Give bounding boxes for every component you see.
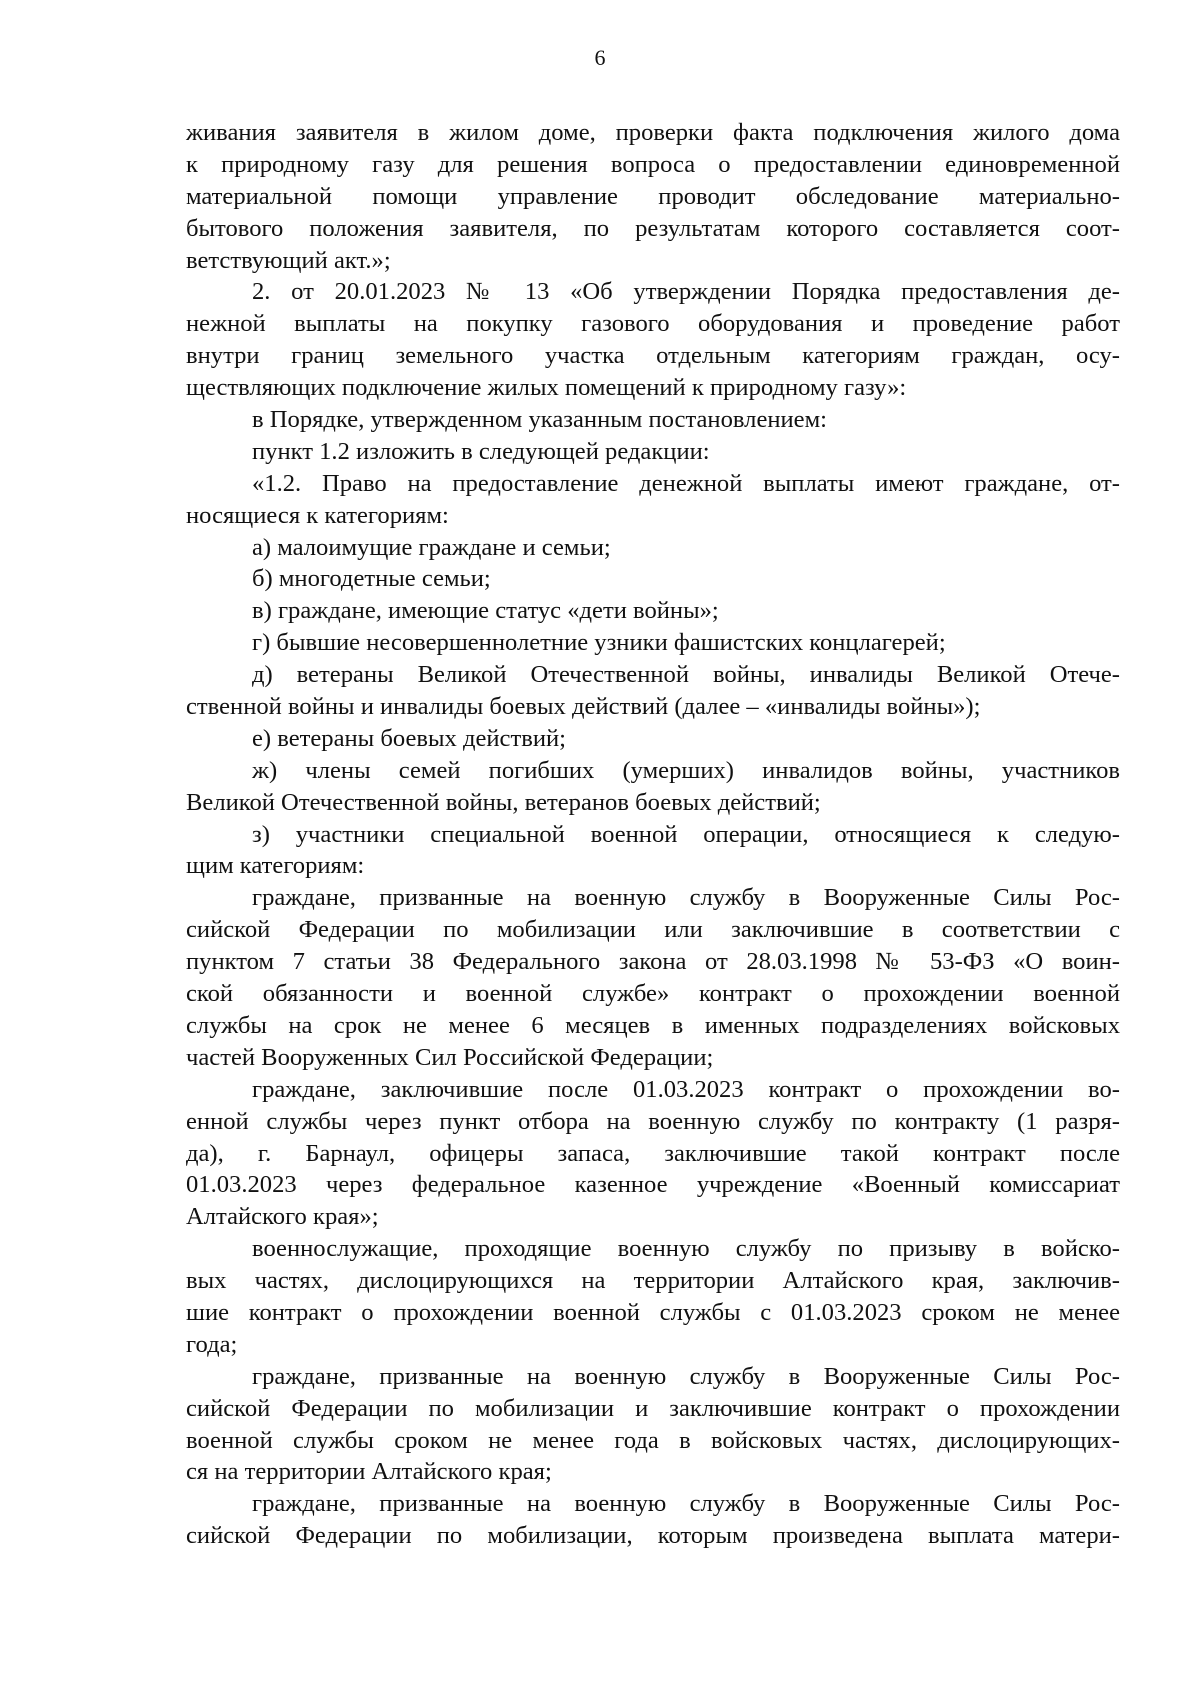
text-line: граждане, призванные на военную службу в Вооруженные Силы Рос- (252, 1490, 1120, 1518)
text-line: Великой Отечественной войны, ветеранов боевых действий; (186, 788, 821, 816)
text-line: к природному газу для решения вопроса о предоставлении единовременной (186, 150, 1120, 178)
text-line: живания заявителя в жилом доме, проверки факта подключения жилого дома (186, 119, 1120, 146)
text-line: г) бывшие несовершеннолетние узники фашистских концлагерей; (252, 629, 946, 657)
text-line: сийской Федерации по мобилизации или заключившие в соответствии с (186, 916, 1120, 944)
text-line: военнослужащие, проходящие военную службу по призыву в войско- (252, 1235, 1120, 1263)
text-line: ственной войны и инвалиды боевых действий (далее – «инвалиды войны»); (186, 693, 981, 721)
text-line: носящиеся к категориям: (186, 501, 449, 529)
text-line: в Порядке, утвержденном указанным постановлением: (252, 406, 827, 434)
text-line: е) ветераны боевых действий; (252, 724, 566, 752)
text-line: ж) члены семей погибших (умерших) инвалидов войны, участников (252, 756, 1120, 784)
text-line: пункт 1.2 изложить в следующей редакции: (252, 437, 710, 465)
text-line: ся на территории Алтайского края; (186, 1458, 552, 1486)
text-line: б) многодетные семьи; (252, 565, 491, 593)
text-line: 2. от 20.01.2023 № 13 «Об утверждении Порядка предоставления де- (252, 278, 1120, 306)
text-line: а) малоимущие граждане и семьи; (252, 533, 611, 561)
text-line: материальной помощи управление проводит обследование материально- (186, 182, 1120, 210)
text-line: да), г. Барнаул, офицеры запаса, заключившие такой контракт после (186, 1139, 1120, 1167)
text-line: ществляющих подключение жилых помещений к природному газу»: (186, 374, 907, 402)
text-line: сийской Федерации по мобилизации, которым произведена выплата матери- (186, 1522, 1120, 1550)
text-line: шие контракт о прохождении военной службы с 01.03.2023 сроком не менее (186, 1298, 1120, 1326)
text-line: енной службы через пункт отбора на военную службу по контракту (1 разря- (186, 1107, 1120, 1135)
text-line: граждане, заключившие после 01.03.2023 контракт о прохождении во- (252, 1075, 1120, 1103)
text-line: 01.03.2023 через федеральное казенное учреждение «Военный комиссариат (186, 1171, 1120, 1199)
text-line: граждане, призванные на военную службу в Вооруженные Силы Рос- (252, 1362, 1120, 1390)
text-line: нежной выплаты на покупку газового оборудования и проведение работ (186, 310, 1120, 338)
text-line: Алтайского края»; (186, 1203, 379, 1231)
text-line: в) граждане, имеющие статус «дети войны»; (252, 597, 719, 625)
text-line: щим категориям: (186, 852, 365, 880)
text-line: ской обязанности и военной службе» контракт о прохождении военной (186, 980, 1120, 1008)
text-line: частей Вооруженных Сил Российской Федерации; (186, 1043, 714, 1071)
text-line: пунктом 7 статьи 38 Федерального закона от 28.03.1998 № 53-ФЗ «О воин- (186, 948, 1120, 976)
text-line: бытового положения заявителя, по результатам которого составляется соот- (186, 214, 1120, 242)
text-line: внутри границ земельного участка отдельным категориям граждан, осу- (186, 342, 1120, 370)
text-line: военной службы сроком не менее года в войсковых частях, дислоцирующих- (186, 1426, 1120, 1454)
text-line: вых частях, дислоцирующихся на территории Алтайского края, заключив- (186, 1267, 1120, 1295)
page-number: 6 (594, 45, 606, 70)
document-body (186, 117, 1120, 1552)
text-line: «1.2. Право на предоставление денежной выплаты имеют граждане, от- (252, 469, 1120, 497)
text-line: з) участники специальной военной операции, относящиеся к следую- (252, 820, 1120, 848)
text-line: граждане, призванные на военную службу в Вооруженные Силы Рос- (252, 884, 1120, 912)
text-line: ветствующий акт.»; (186, 246, 391, 274)
text-line: года; (186, 1330, 238, 1358)
text-line: службы на срок не менее 6 месяцев в именных подразделениях войсковых (186, 1011, 1120, 1039)
text-line: сийской Федерации по мобилизации и заключившие контракт о прохождении (186, 1394, 1120, 1422)
text-line: д) ветераны Великой Отечественной войны, инвалиды Великой Отече- (252, 661, 1120, 689)
